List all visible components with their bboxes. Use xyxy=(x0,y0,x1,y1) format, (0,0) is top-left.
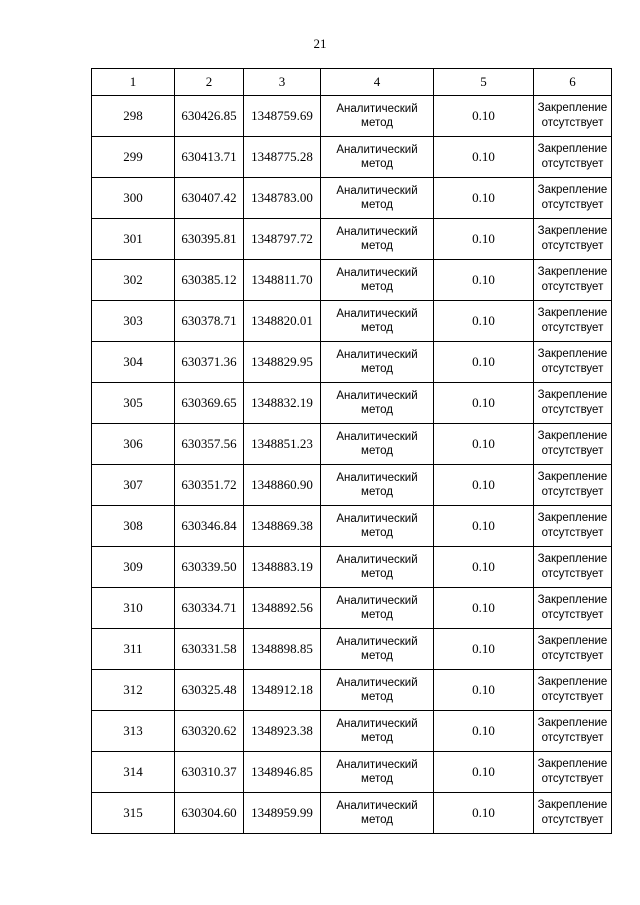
method-line: метод xyxy=(361,445,393,457)
method-cell xyxy=(321,711,434,752)
method-line: метод xyxy=(361,609,393,621)
fixing-line: отсутствует xyxy=(541,609,604,621)
method-cell xyxy=(321,506,434,547)
point-number-cell: 306 xyxy=(92,424,175,465)
method-line: метод xyxy=(361,404,393,416)
y-coordinate-cell: 1348832.19 xyxy=(244,383,321,424)
table-row xyxy=(92,752,612,793)
y-coordinate-cell: 1348883.19 xyxy=(244,547,321,588)
x-coordinate-cell: 630426.85 xyxy=(175,96,244,137)
y-coordinate-cell: 1348923.38 xyxy=(244,711,321,752)
fixing-cell xyxy=(534,137,612,178)
method-line: метод xyxy=(361,240,393,252)
table-row xyxy=(92,301,612,342)
fixing-line: Закрепление xyxy=(537,553,608,565)
precision-cell: 0.10 xyxy=(434,588,534,629)
y-coordinate-cell: 1348946.85 xyxy=(244,752,321,793)
point-number-cell: 298 xyxy=(92,96,175,137)
table-row xyxy=(92,465,612,506)
fixing-line: Закрепление xyxy=(537,512,608,524)
method-cell xyxy=(321,96,434,137)
precision-cell: 0.10 xyxy=(434,670,534,711)
point-number-cell: 305 xyxy=(92,383,175,424)
precision-cell: 0.10 xyxy=(434,793,534,834)
header-row xyxy=(92,69,612,96)
fixing-cell xyxy=(534,260,612,301)
table-row xyxy=(92,342,612,383)
x-coordinate-cell: 630407.42 xyxy=(175,178,244,219)
method-line: метод xyxy=(361,814,393,826)
fixing-cell xyxy=(534,178,612,219)
method-line: Аналитический xyxy=(336,103,418,115)
fixing-line: отсутствует xyxy=(541,404,604,416)
method-cell xyxy=(321,465,434,506)
precision-cell: 0.10 xyxy=(434,260,534,301)
fixing-cell xyxy=(534,506,612,547)
point-number-cell: 304 xyxy=(92,342,175,383)
table-row xyxy=(92,711,612,752)
x-coordinate-cell: 630351.72 xyxy=(175,465,244,506)
precision-cell: 0.10 xyxy=(434,629,534,670)
method-line: Аналитический xyxy=(336,759,418,771)
x-coordinate-cell: 630304.60 xyxy=(175,793,244,834)
method-line: Аналитический xyxy=(336,185,418,197)
fixing-line: Закрепление xyxy=(537,389,608,401)
method-line: метод xyxy=(361,691,393,703)
method-line: Аналитический xyxy=(336,267,418,279)
table-row xyxy=(92,383,612,424)
y-coordinate-cell: 1348820.01 xyxy=(244,301,321,342)
point-number-cell: 308 xyxy=(92,506,175,547)
fixing-line: Закрепление xyxy=(537,348,608,360)
method-line: метод xyxy=(361,732,393,744)
fixing-line: отсутствует xyxy=(541,158,604,170)
point-number-cell: 315 xyxy=(92,793,175,834)
method-cell xyxy=(321,178,434,219)
method-line: метод xyxy=(361,281,393,293)
fixing-line: отсутствует xyxy=(541,281,604,293)
method-cell xyxy=(321,752,434,793)
header-cell-6: 6 xyxy=(534,69,612,96)
header-cell-1: 1 xyxy=(92,69,175,96)
method-line: метод xyxy=(361,158,393,170)
x-coordinate-cell: 630331.58 xyxy=(175,629,244,670)
table-row xyxy=(92,96,612,137)
y-coordinate-cell: 1348959.99 xyxy=(244,793,321,834)
y-coordinate-cell: 1348892.56 xyxy=(244,588,321,629)
fixing-cell xyxy=(534,629,612,670)
method-line: метод xyxy=(361,773,393,785)
method-line: метод xyxy=(361,363,393,375)
method-line: метод xyxy=(361,568,393,580)
precision-cell: 0.10 xyxy=(434,342,534,383)
method-cell xyxy=(321,670,434,711)
point-number-cell: 309 xyxy=(92,547,175,588)
method-line: Аналитический xyxy=(336,308,418,320)
point-number-cell: 307 xyxy=(92,465,175,506)
point-number-cell: 310 xyxy=(92,588,175,629)
method-line: Аналитический xyxy=(336,349,418,361)
fixing-line: отсутствует xyxy=(541,527,604,539)
method-cell xyxy=(321,793,434,834)
y-coordinate-cell: 1348869.38 xyxy=(244,506,321,547)
method-line: метод xyxy=(361,117,393,129)
fixing-line: Закрепление xyxy=(537,307,608,319)
header-cell-2: 2 xyxy=(175,69,244,96)
fixing-cell xyxy=(534,465,612,506)
fixing-line: Закрепление xyxy=(537,799,608,811)
table-row xyxy=(92,506,612,547)
fixing-cell xyxy=(534,96,612,137)
header-cell-3: 3 xyxy=(244,69,321,96)
fixing-cell xyxy=(534,301,612,342)
method-line: Аналитический xyxy=(336,513,418,525)
fixing-line: отсутствует xyxy=(541,773,604,785)
table-row xyxy=(92,629,612,670)
y-coordinate-cell: 1348829.95 xyxy=(244,342,321,383)
y-coordinate-cell: 1348898.85 xyxy=(244,629,321,670)
fixing-line: Закрепление xyxy=(537,717,608,729)
method-line: Аналитический xyxy=(336,144,418,156)
header-cell-5: 5 xyxy=(434,69,534,96)
method-cell xyxy=(321,424,434,465)
method-line: метод xyxy=(361,322,393,334)
fixing-cell xyxy=(534,547,612,588)
fixing-cell xyxy=(534,383,612,424)
fixing-line: Закрепление xyxy=(537,143,608,155)
precision-cell: 0.10 xyxy=(434,96,534,137)
y-coordinate-cell: 1348775.28 xyxy=(244,137,321,178)
precision-cell: 0.10 xyxy=(434,301,534,342)
x-coordinate-cell: 630310.37 xyxy=(175,752,244,793)
x-coordinate-cell: 630346.84 xyxy=(175,506,244,547)
method-line: Аналитический xyxy=(336,431,418,443)
fixing-line: Закрепление xyxy=(537,676,608,688)
method-line: Аналитический xyxy=(336,636,418,648)
x-coordinate-cell: 630320.62 xyxy=(175,711,244,752)
fixing-line: отсутствует xyxy=(541,691,604,703)
fixing-line: Закрепление xyxy=(537,430,608,442)
fixing-line: отсутствует xyxy=(541,732,604,744)
fixing-cell xyxy=(534,670,612,711)
fixing-cell xyxy=(534,424,612,465)
fixing-line: Закрепление xyxy=(537,184,608,196)
x-coordinate-cell: 630371.36 xyxy=(175,342,244,383)
fixing-line: отсутствует xyxy=(541,363,604,375)
y-coordinate-cell: 1348811.70 xyxy=(244,260,321,301)
fixing-cell xyxy=(534,342,612,383)
fixing-cell xyxy=(534,219,612,260)
table-row xyxy=(92,219,612,260)
fixing-line: отсутствует xyxy=(541,650,604,662)
precision-cell: 0.10 xyxy=(434,465,534,506)
method-cell xyxy=(321,383,434,424)
fixing-cell xyxy=(534,752,612,793)
x-coordinate-cell: 630357.56 xyxy=(175,424,244,465)
fixing-cell xyxy=(534,588,612,629)
table-row xyxy=(92,137,612,178)
y-coordinate-cell: 1348851.23 xyxy=(244,424,321,465)
fixing-line: отсутствует xyxy=(541,814,604,826)
fixing-line: отсутствует xyxy=(541,199,604,211)
method-line: Аналитический xyxy=(336,800,418,812)
method-line: метод xyxy=(361,650,393,662)
method-line: Аналитический xyxy=(336,677,418,689)
y-coordinate-cell: 1348759.69 xyxy=(244,96,321,137)
y-coordinate-cell: 1348783.00 xyxy=(244,178,321,219)
table-row xyxy=(92,547,612,588)
method-cell xyxy=(321,342,434,383)
point-number-cell: 300 xyxy=(92,178,175,219)
fixing-line: Закрепление xyxy=(537,594,608,606)
coordinates-table xyxy=(91,68,612,834)
point-number-cell: 311 xyxy=(92,629,175,670)
fixing-line: отсутствует xyxy=(541,445,604,457)
point-number-cell: 302 xyxy=(92,260,175,301)
x-coordinate-cell: 630413.71 xyxy=(175,137,244,178)
fixing-line: Закрепление xyxy=(537,635,608,647)
method-line: Аналитический xyxy=(336,595,418,607)
point-number-cell: 303 xyxy=(92,301,175,342)
table-body xyxy=(92,96,612,834)
precision-cell: 0.10 xyxy=(434,137,534,178)
precision-cell: 0.10 xyxy=(434,178,534,219)
method-cell xyxy=(321,629,434,670)
x-coordinate-cell: 630369.65 xyxy=(175,383,244,424)
precision-cell: 0.10 xyxy=(434,752,534,793)
table-header xyxy=(92,69,612,96)
x-coordinate-cell: 630395.81 xyxy=(175,219,244,260)
page-number: 21 xyxy=(313,36,327,51)
fixing-line: отсутствует xyxy=(541,240,604,252)
method-cell xyxy=(321,260,434,301)
fixing-cell xyxy=(534,793,612,834)
fixing-line: отсутствует xyxy=(541,117,604,129)
point-number-cell: 301 xyxy=(92,219,175,260)
fixing-line: отсутствует xyxy=(541,322,604,334)
point-number-cell: 312 xyxy=(92,670,175,711)
fixing-line: Закрепление xyxy=(537,102,608,114)
method-line: Аналитический xyxy=(336,718,418,730)
table-row xyxy=(92,793,612,834)
fixing-line: Закрепление xyxy=(537,266,608,278)
fixing-line: Закрепление xyxy=(537,225,608,237)
table-row xyxy=(92,424,612,465)
x-coordinate-cell: 630378.71 xyxy=(175,301,244,342)
y-coordinate-cell: 1348797.72 xyxy=(244,219,321,260)
table-row xyxy=(92,178,612,219)
x-coordinate-cell: 630325.48 xyxy=(175,670,244,711)
point-number-cell: 299 xyxy=(92,137,175,178)
precision-cell: 0.10 xyxy=(434,383,534,424)
method-cell xyxy=(321,547,434,588)
precision-cell: 0.10 xyxy=(434,219,534,260)
table-row xyxy=(92,670,612,711)
x-coordinate-cell: 630339.50 xyxy=(175,547,244,588)
method-line: Аналитический xyxy=(336,472,418,484)
point-number-cell: 313 xyxy=(92,711,175,752)
y-coordinate-cell: 1348860.90 xyxy=(244,465,321,506)
method-cell xyxy=(321,588,434,629)
table-row xyxy=(92,260,612,301)
method-line: Аналитический xyxy=(336,390,418,402)
precision-cell: 0.10 xyxy=(434,547,534,588)
precision-cell: 0.10 xyxy=(434,711,534,752)
method-cell xyxy=(321,301,434,342)
method-line: метод xyxy=(361,199,393,211)
x-coordinate-cell: 630385.12 xyxy=(175,260,244,301)
fixing-line: Закрепление xyxy=(537,471,608,483)
precision-cell: 0.10 xyxy=(434,424,534,465)
precision-cell: 0.10 xyxy=(434,506,534,547)
table-row xyxy=(92,588,612,629)
fixing-line: отсутствует xyxy=(541,568,604,580)
x-coordinate-cell: 630334.71 xyxy=(175,588,244,629)
point-number-cell: 314 xyxy=(92,752,175,793)
header-cell-4: 4 xyxy=(321,69,434,96)
method-line: метод xyxy=(361,486,393,498)
method-line: метод xyxy=(361,527,393,539)
method-cell xyxy=(321,219,434,260)
fixing-cell xyxy=(534,711,612,752)
y-coordinate-cell: 1348912.18 xyxy=(244,670,321,711)
fixing-line: отсутствует xyxy=(541,486,604,498)
fixing-line: Закрепление xyxy=(537,758,608,770)
method-line: Аналитический xyxy=(336,226,418,238)
method-line: Аналитический xyxy=(336,554,418,566)
method-cell xyxy=(321,137,434,178)
